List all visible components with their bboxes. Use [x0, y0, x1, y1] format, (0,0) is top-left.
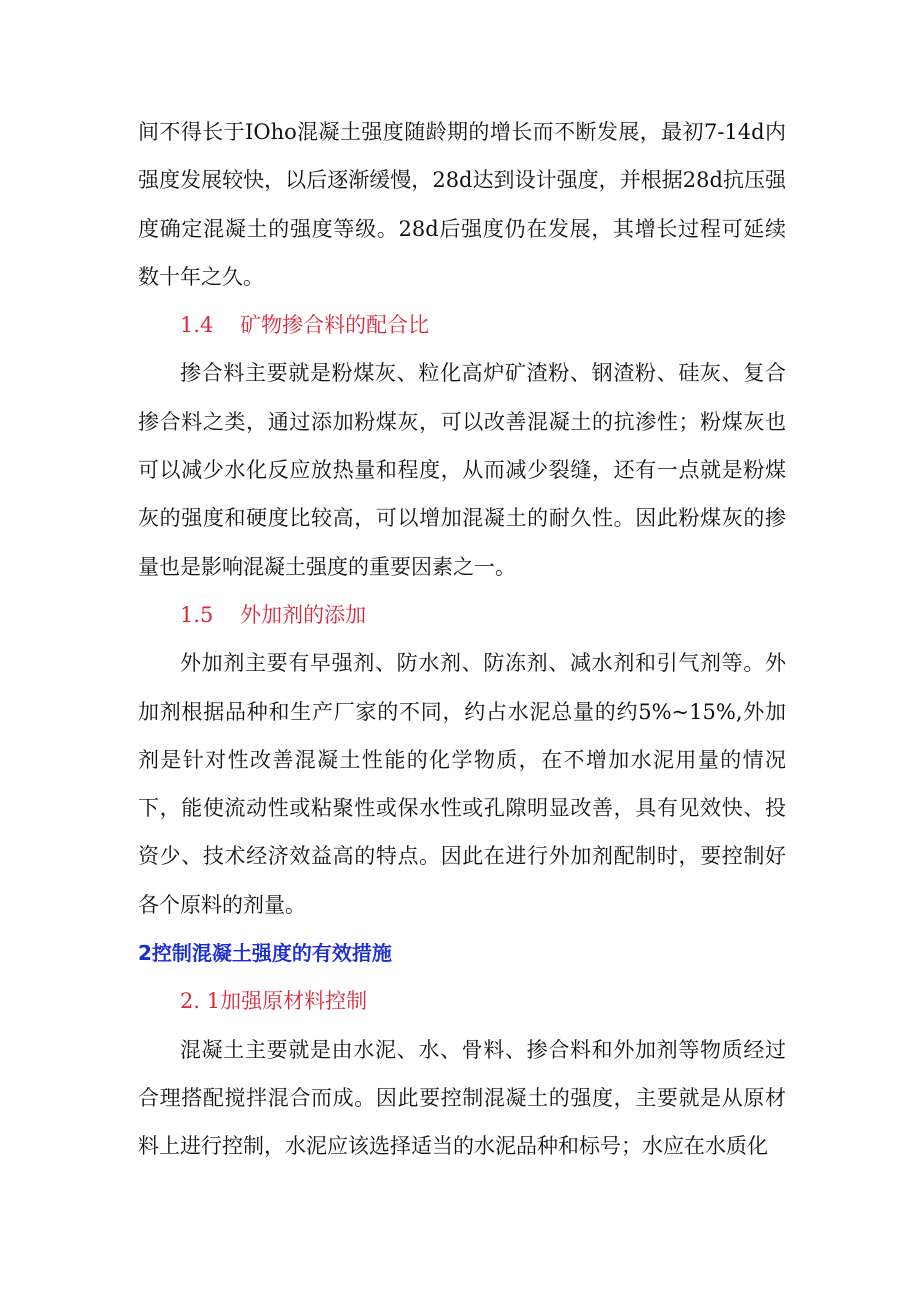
- chapter-heading-2: 2控制混凝土强度的有效措施: [138, 941, 392, 966]
- document-page: [138, 108, 786, 1171]
- paragraph-raw-material-control: 混凝土主要就是由水泥、水、骨料、掺合料和外加剂等物质经过合理搭配搅拌混合而成。因此要控制混凝土的强度，主要就是从原材料上进行控制，水泥应该选择适当的水泥品种和标号；水应在水质化: [138, 1037, 786, 1159]
- section-heading-2-1: 2. 1加强原材料控制: [180, 989, 368, 1014]
- paragraph-mineral-admixture: 掺合料主要就是粉煤灰、粒化高炉矿渣粉、钢渣粉、硅灰、复合掺合料之类，通过添加粉煤灰，可以改善混凝土的抗渗性；粉煤灰也可以减少水化反应放热量和程度，从而减少裂缝，还有一点就是粉煤灰的强度和硬度比较高，可以增加混凝土的耐久性。因此粉煤灰的掺量也是影响混凝土强度的重要因素之一。: [138, 361, 786, 579]
- paragraph-admixture-addition: 外加剂主要有早强剂、防水剂、防冻剂、减水剂和引气剂等。外加剂根据品种和生产厂家的不同，约占水泥总量的约5%~15%,外加剂是针对性改善混凝土性能的化学物质，在不增加水泥用量的情况下，能使流动性或粘聚性或保水性或孔隙明显改善，具有见效快、投资少、技术经济效益高的特点。因此在进行外加剂配制时，要控制好各个原料的剂量。: [138, 651, 786, 917]
- paragraph-strength-development: 间不得长于IOho混凝土强度随龄期的增长而不断发展，最初7-14d内强度发展较快，以后逐渐缓慢，28d达到设计强度，并根据28d抗压强度确定混凝土的强度等级。28d后强度仍在发展，其增长过程可延续数十年之久。: [138, 120, 786, 289]
- section-heading-1-5: 1.5 外加剂的添加: [180, 602, 367, 627]
- section-heading-1-4: 1.4 矿物掺合料的配合比: [180, 313, 430, 338]
